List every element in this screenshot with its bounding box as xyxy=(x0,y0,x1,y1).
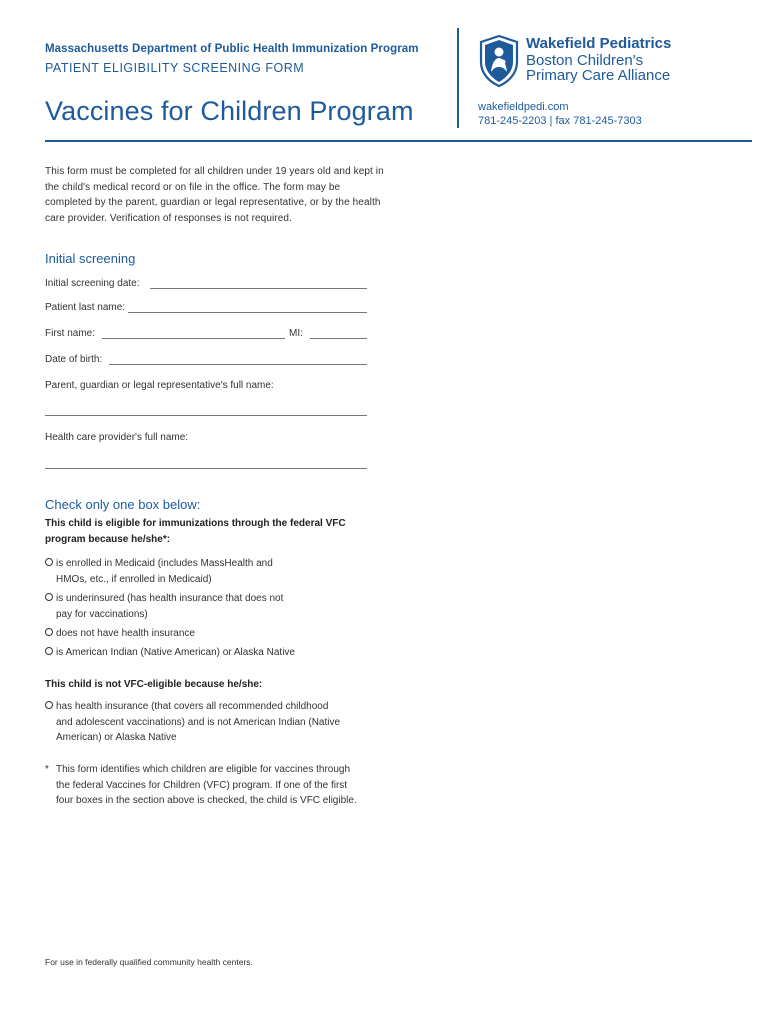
footer-note: For use in federally qualified community health centers. xyxy=(45,957,253,967)
radio-circle-icon[interactable] xyxy=(45,647,53,655)
provider-label: Health care provider's full name: xyxy=(45,432,189,443)
phone-fax: 781-245-2203 | fax 781-245-7303 xyxy=(478,115,642,127)
website-link[interactable]: wakefieldpedi.com xyxy=(478,101,569,113)
option-not-eligible[interactable]: has health insurance (that covers all recommended childhood and adolescent vaccinations) and is not American Indian (Native American) or Alaska Native xyxy=(45,699,340,746)
initial-screening-heading: Initial screening xyxy=(45,251,136,266)
option-medicaid[interactable]: is enrolled in Medicaid (includes MassHealth and HMOs, etc., if enrolled in Medicaid) xyxy=(45,556,273,587)
intro-paragraph: This form must be completed for all children under 19 years old and kept in the child's medical record or on file in the office. The form may be completed by the parent, guardian or legal representative, or by the health care provider. Verification of responses is not required. xyxy=(45,166,384,224)
provider-field[interactable] xyxy=(45,458,367,469)
eligible-intro-line2: program because he/she*: xyxy=(45,534,171,545)
check-heading: Check only one box below: xyxy=(45,497,201,512)
radio-circle-icon[interactable] xyxy=(45,593,53,601)
not-eligible-heading: This child is not VFC-eligible because he/she: xyxy=(45,679,263,690)
screening-date-label: Initial screening date: xyxy=(45,278,140,289)
first-name-label: First name: xyxy=(45,328,96,339)
footnote-text: This form identifies which children are eligible for vaccines through the federal Vaccines for Children (VFC) program. If one of the first four boxes in the section above is checked, the child is VFC eligible. xyxy=(56,764,357,806)
guardian-label: Parent, guardian or legal representative's full name: xyxy=(45,380,274,391)
header-divider xyxy=(457,28,459,128)
screening-date-field[interactable] xyxy=(150,278,367,289)
option-no-insurance[interactable]: does not have health insurance xyxy=(45,626,195,642)
alliance-name-line1: Boston Children's xyxy=(526,52,644,69)
radio-circle-icon[interactable] xyxy=(45,558,53,566)
option-american-indian[interactable]: is American Indian (Native American) or Alaska Native xyxy=(45,645,295,661)
option-underinsured[interactable]: is underinsured (has health insurance that does not pay for vaccinations) xyxy=(45,591,283,622)
last-name-label: Patient last name: xyxy=(45,302,126,313)
dob-label: Date of birth: xyxy=(45,354,103,365)
guardian-field[interactable] xyxy=(45,405,367,416)
hospital-logo-icon xyxy=(478,34,520,88)
dob-field[interactable] xyxy=(109,354,367,365)
form-name: PATIENT ELIGIBILITY SCREENING FORM xyxy=(45,61,305,75)
alliance-name-line2: Primary Care Alliance xyxy=(526,67,671,84)
organization-name: Wakefield Pediatrics xyxy=(526,35,672,52)
last-name-field[interactable] xyxy=(128,302,367,313)
footnote-marker: * xyxy=(45,764,49,775)
header-rule xyxy=(45,140,752,142)
mi-label: MI: xyxy=(289,328,303,339)
radio-circle-icon[interactable] xyxy=(45,701,53,709)
eligible-intro-line1: This child is eligible for immunizations through the federal VFC xyxy=(45,518,346,529)
page-title: Vaccines for Children Program xyxy=(45,96,414,126)
first-name-field[interactable] xyxy=(102,328,285,339)
mi-field[interactable] xyxy=(310,328,367,339)
department-name: Massachusetts Department of Public Health Immunization Program xyxy=(45,43,419,55)
radio-circle-icon[interactable] xyxy=(45,628,53,636)
